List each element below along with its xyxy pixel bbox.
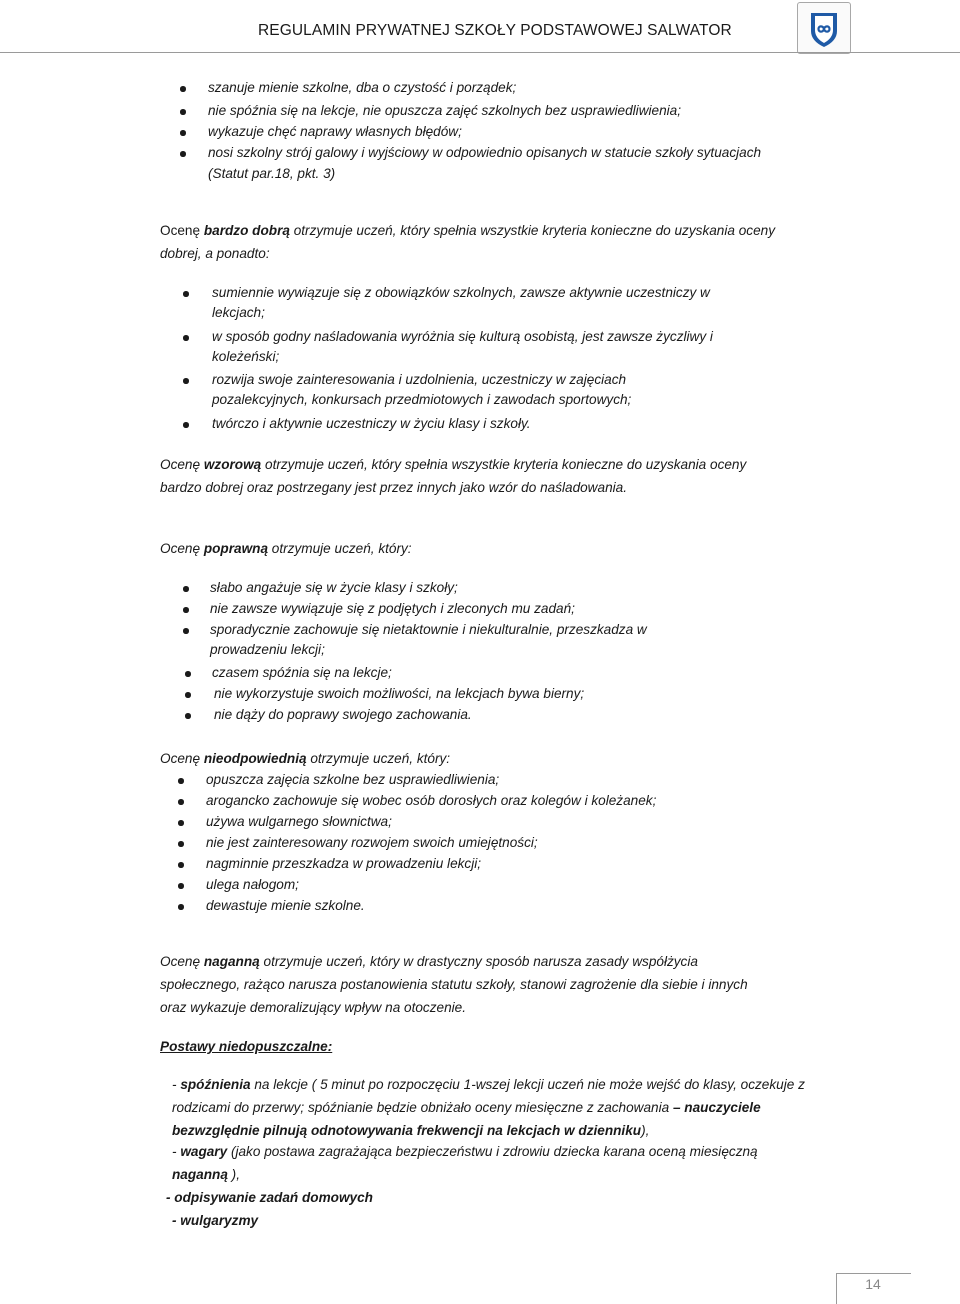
rule-term: wagary [180,1144,228,1159]
grade-paragraph-line [160,457,746,472]
dash: - [172,1077,181,1092]
rule-text: ), [641,1123,650,1138]
bullet [183,291,189,297]
bullet [178,820,184,826]
bullet [183,378,189,384]
grade-prefix: Ocenę [160,541,204,556]
grade-text: otrzymuje uczeń, który spełnia wszystkie kryteria konieczne do uzyskania oceny [261,457,747,472]
grade-prefix: Ocenę [160,954,204,969]
grade-name: wzorową [203,457,262,472]
document-header-title: REGULAMIN PRYWATNEJ SZKOŁY PODSTAWOWEJ SALWATOR [258,22,732,39]
rule-text: ), [227,1167,240,1182]
bullet [183,628,189,634]
bullet [183,586,189,592]
rule-line [172,1144,758,1159]
list-item: nie dąży do poprawy swojego zachowania. [214,707,472,722]
list-item: nie zawsze wywiązuje się z podjętych i zleconych mu zadań; [210,601,575,616]
list-item: rozwija swoje zainteresowania i uzdolnienia, uczestniczy w zajęciach [212,372,627,387]
bullet [178,862,184,868]
list-item: arogancko zachowuje się wobec osób dorosłych oraz kolegów i koleżanek; [206,793,657,808]
bullet [180,151,186,157]
rule-term: spóźnienia [180,1077,251,1092]
bullet [185,713,191,719]
page-number: 14 [865,1276,881,1292]
bullet [183,335,189,341]
list-item: ulega nałogom; [206,877,299,892]
rule-term: naganną [172,1167,228,1182]
bullet [183,607,189,613]
list-item: nosi szkolny strój galowy i wyjściowy w odpowiednio opisanych w statucie szkoły sytuacjach [208,145,762,160]
grade-name: naganną [203,954,260,969]
rule-line [172,1123,649,1138]
section-heading-text: Postawy niedopuszczalne: [160,1039,333,1054]
list-item: czasem spóźnia się na lekcje; [212,665,392,680]
header-divider [0,52,960,53]
grade-prefix: Ocenę [160,223,204,238]
section-heading [160,1039,332,1054]
grade-prefix: Ocenę [160,751,204,766]
bullet [178,904,184,910]
list-item: sumiennie wywiązuje się z obowiązków szkolnych, zawsze aktywnie uczestniczy w [212,285,710,300]
bullet [185,671,191,677]
list-item-continuation: lekcjach; [212,305,265,320]
grade-paragraph-line [160,751,450,766]
rule-term: - odpisywanie zadań domowych [166,1190,373,1205]
list-item: nagminnie przeszkadza w prowadzeniu lekcji; [206,856,482,871]
rule-line [172,1100,761,1115]
rule-term: - wulgaryzmy [172,1213,259,1228]
dash: - [172,1144,181,1159]
rule-text: (jako postawa zagrażająca bezpieczeństwu i zdrowiu dziecka karana oceną miesięczną [227,1144,758,1159]
list-item-continuation: koleżeński; [212,349,280,364]
list-item: używa wulgarnego słownictwa; [206,814,392,829]
list-item: dewastuje mienie szkolne. [206,898,365,913]
grade-paragraph-line [160,541,412,556]
grade-prefix: Ocenę [160,457,204,472]
list-item-continuation: pozalekcyjnych, konkursach przedmiotowych i zawodach sportowych; [212,392,632,407]
list-item: nie jest zainteresowany rozwojem swoich umiejętności; [206,835,538,850]
rule-term: – nauczyciele [672,1100,761,1115]
rule-line [172,1167,240,1182]
grade-text: otrzymuje uczeń, który: [268,541,412,556]
grade-text: otrzymuje uczeń, który: [306,751,451,766]
bullet [178,883,184,889]
list-item: w sposób godny naśladowania wyróżnia się kulturą osobistą, jest zawsze życzliwy i [212,329,713,344]
list-item-continuation: prowadzeniu lekcji; [210,642,325,657]
grade-paragraph-line [160,954,698,969]
list-item: sporadycznie zachowuje się nietaktownie i niekulturalnie, przeszkadza w [210,622,647,637]
list-item: szanuje mienie szkolne, dba o czystość i porządek; [208,80,517,95]
bullet [180,109,186,115]
grade-name: poprawną [203,541,269,556]
grade-name: bardzo dobrą [203,223,290,238]
list-item: twórczo i aktywnie uczestniczy w życiu klasy i szkoły. [212,416,531,431]
grade-paragraph-line: społecznego, rażąco narusza postanowienia statutu szkoły, stanowi zagrożenie dla siebie i innych [160,977,748,992]
bullet [178,841,184,847]
grade-paragraph-line: dobrej, a ponadto: [160,246,270,261]
rule-line [166,1190,373,1205]
grade-name: nieodpowiednią [203,751,307,766]
list-item-continuation: (Statut par.18, pkt. 3) [208,166,336,181]
grade-paragraph-line [160,223,775,238]
shield-infinity-logo-icon [798,3,850,53]
bullet [185,692,191,698]
list-item: nie spóźnia się na lekcje, nie opuszcza zajęć szkolnych bez usprawiedliwienia; [208,103,682,118]
bullet [178,778,184,784]
rule-line [172,1213,258,1228]
list-item: wykazuje chęć naprawy własnych błędów; [208,124,462,139]
bullet [178,799,184,805]
grade-paragraph-line: oraz wykazuje demoralizujący wpływ na otoczenie. [160,1000,466,1015]
list-item: opuszcza zajęcia szkolne bez usprawiedliwienia; [206,772,500,787]
rule-text: na lekcje ( 5 minut po rozpoczęciu 1-wszej lekcji uczeń nie może wejść do klasy, oczekuje z [250,1077,805,1092]
bullet [180,130,186,136]
list-item: słabo angażuje się w życie klasy i szkoły; [210,580,458,595]
list-item: nie wykorzystuje swoich możliwości, na lekcjach bywa bierny; [214,686,585,701]
grade-paragraph-line: bardzo dobrej oraz postrzegany jest przez innych jako wzór do naśladowania. [160,480,627,495]
rule-term: bezwzględnie pilnują odnotowywania frekwencji na lekcjach w dzienniku [172,1123,642,1138]
school-logo [797,2,851,54]
grade-text: otrzymuje uczeń, który spełnia wszystkie kryteria konieczne do uzyskania oceny [289,223,775,238]
bullet [183,422,189,428]
rule-text: rodzicami do przerwy; spóźnianie będzie obniżało oceny miesięczne z zachowania [172,1100,673,1115]
rule-line [172,1077,805,1092]
grade-text: otrzymuje uczeń, który w drastyczny sposób narusza zasady współżycia [259,954,698,969]
bullet [180,86,186,92]
